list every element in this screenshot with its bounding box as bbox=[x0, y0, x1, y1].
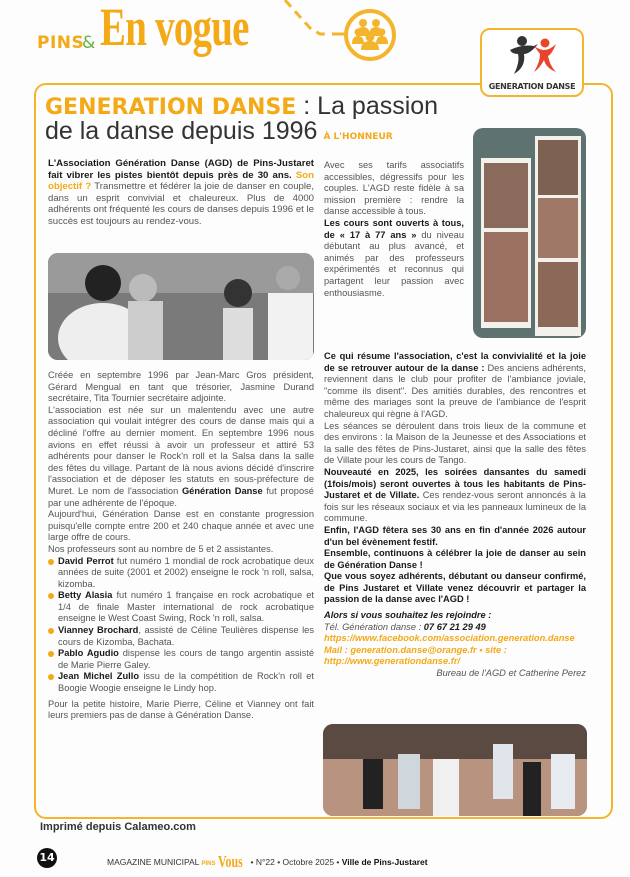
brand-ampersand: & bbox=[82, 33, 96, 53]
venues-paragraph: Les séances se déroulent dans trois lieux de la commune et des environs : la Maison de la Jeunesse et des Associations et la salle des fêtes de Pins-Justaret, ainsi que la salle des fêtes de Villate pour les cours de Tango. bbox=[324, 420, 586, 466]
left-column-body bbox=[48, 370, 314, 722]
teacher-text: fut numéro 1 française en rock acrobatique et 1/4 de finale Master international de rock acrobatique enseigne le West Coast Swing, Rock 'n roll, salsa. bbox=[58, 590, 314, 624]
teacher-name: Vianney Brochard bbox=[58, 625, 139, 636]
teacher-item bbox=[48, 590, 314, 625]
right-column-body bbox=[324, 351, 586, 680]
summary-bold: Ce qui résume l'association, c'est la convivialité et la joie de se retrouver autour de la danse : bbox=[324, 351, 586, 373]
teacher-text: fut numéro 1 mondial de rock acrobatique deux années de suite (2001 et 2002) enseigne le rock 'n roll, salsa, kizomba. bbox=[58, 555, 314, 589]
teacher-item bbox=[48, 625, 314, 648]
teacher-name: David Perrot bbox=[58, 555, 114, 566]
teacher-item bbox=[48, 648, 314, 671]
origin-paragraph bbox=[48, 405, 314, 509]
news-bold: Nouveauté en 2025, les soirées dansantes du samedi (1fois/mois) seront ouvertes à tous les habitants de Pins-Justaret et de Villate. bbox=[324, 466, 586, 501]
history-paragraph: Pour la petite histoire, Marie Pierre, Céline et Vianney ont fait leurs premiers pas de danse à Génération Danse. bbox=[48, 698, 314, 721]
phone-number: 07 67 21 29 49 bbox=[423, 621, 486, 632]
logo-text: GENERATION DANSE bbox=[488, 82, 576, 91]
contact-mail-site[interactable]: Mail : generation.danse@orange.fr • site : http://www.generationdanse.fr/ bbox=[324, 644, 507, 667]
news-text: Ces rendez-vous seront annoncés à la fois sur les réseaux sociaux et via les panneaux lumineux de la commune. bbox=[324, 490, 586, 524]
title-highlight: GENERATION DANSE bbox=[45, 95, 297, 120]
intro-text: Transmettre et fédérer la joie de danser en couple, dans un esprit convivial et chaleureux. Plus de 4000 adhérents ont fréquenté les cours de danses depuis 1996 et le succès est toujours au rendez-vous. bbox=[48, 181, 315, 227]
teacher-name: Jean Michel Zullo bbox=[58, 671, 139, 682]
teacher-name: Pablo Agudio bbox=[58, 648, 119, 659]
collage-photo bbox=[473, 128, 586, 338]
teacher-item bbox=[48, 671, 314, 694]
summary-paragraph bbox=[324, 351, 586, 421]
phone-label: Tél. Génération danse : bbox=[324, 621, 422, 632]
title-rest: : La passion bbox=[296, 92, 439, 120]
brand-pins: PINS bbox=[37, 33, 85, 53]
join-heading: Alors si vous souhaitez les rejoindre : bbox=[324, 610, 492, 621]
page-footer bbox=[107, 852, 428, 872]
teachers-list bbox=[48, 556, 314, 695]
facebook-link[interactable]: https://www.facebook.com/association.generation.danse bbox=[324, 633, 575, 644]
intro-highlight: Son objectif ? bbox=[48, 169, 314, 193]
teacher-name: Betty Alasia bbox=[58, 590, 113, 601]
invite-paragraph: Que vous soyez adhérents, débutant ou danseur confirmé, de Pins Justaret et Villate venez découvrir et partager la passion de la danse avec l'AGD ! bbox=[324, 571, 586, 605]
page-number: 14 bbox=[37, 848, 57, 868]
summary-text: Des anciens adhérents, reviennent dans le club pour profiter de l'ambiance joviale, "comme ils disent". Des amitiés durables, des rencontres et même des mariages sont la preuve de l'ambiance de l'esprit chaleureux qui règne à l'AGD. bbox=[324, 362, 586, 419]
founding-paragraph: Créée en septembre 1996 par Jean-Marc Gros président, Gérard Mengual en tant que trésorier, Jasmine Durand secrétaire, Tita Tournier secrétaire adjointe. bbox=[48, 370, 314, 404]
teacher-text: , assisté de Céline Teulières dispense les cours de Kizomba, Bachata. bbox=[58, 625, 314, 647]
group-people-icon bbox=[270, 0, 450, 80]
section-title: En vogue bbox=[100, 0, 249, 57]
generation-danse-logo bbox=[480, 28, 584, 97]
footer-magazine: MAGAZINE MUNICIPAL bbox=[107, 857, 200, 867]
group-dance-photo bbox=[323, 724, 587, 816]
footer-brand-vous: Vous bbox=[217, 852, 243, 871]
title-line2-text: de la danse depuis 1996 bbox=[45, 117, 318, 145]
together-paragraph: Ensemble, continuons à célébrer la joie de danser au sein de Génération Danse ! bbox=[324, 548, 586, 570]
vintage-dance-photo bbox=[48, 253, 314, 360]
teacher-item bbox=[48, 556, 314, 591]
teachers-intro: Nos professeurs sont au nombre de 5 et 2 assistantes. bbox=[48, 543, 274, 554]
origin-text: L'association est née sur un malentendu avec une autre association qui voulait intégrer des cours de danse mais qui a décliné l'offre au dernier moment. En septembre 1996 nous avions en effet réussi à avoir un professeur et attiré 53 adhérents pour danser le Rock'n roll et la Salsa dans la salle des fêtes du village. Partant de là nous avions décidé d'inscrire l'association et de déposer les statuts en sous-préfecture de Muret. Le nom de l'association bbox=[48, 404, 314, 496]
intro-bold: L'Association Génération Danse (AGD) de Pins-Justaret fait vibrer les pistes bientôt depuis près de 30 ans. bbox=[48, 158, 314, 181]
rates-paragraph: Avec ses tarifs associatifs accessibles, dégressifs pour les couples. L'AGD reste fidèle à sa mission première : rendre la danse accessible à tous. bbox=[324, 160, 464, 217]
middle-column bbox=[324, 160, 464, 299]
article-title-line2 bbox=[45, 117, 393, 146]
kicker-label: À L'HONNEUR bbox=[323, 132, 393, 142]
origin-bold: Génération Danse bbox=[181, 485, 263, 496]
today-paragraph: Aujourd'hui, Génération Danse est en constante progression puisqu'elle compte entre 200 et 240 chaque année et avec une large offre de cours. bbox=[48, 509, 314, 543]
courses-paragraph bbox=[324, 218, 464, 299]
intro-paragraph bbox=[48, 158, 314, 228]
teacher-text: issu de la compétition de Rock'n roll et Boogie Woogie enseigne le Lindy hop. bbox=[58, 671, 314, 694]
courses-text: du niveau débutant au plus avancé, et animés par des professeurs expérimentés et reconnus qui partagent leur passion avec enthousiasme. bbox=[324, 229, 464, 298]
footer-issue: • N°22 • Octobre 2025 • bbox=[250, 857, 342, 867]
footer-brand-pins: PINS bbox=[201, 861, 216, 867]
news-paragraph bbox=[324, 467, 586, 525]
footer-city: Ville de Pins-Justaret bbox=[341, 857, 428, 867]
calameo-watermark: Imprimé depuis Calameo.com bbox=[40, 821, 202, 833]
courses-bold: Les cours sont ouverts à tous, de « 17 à 77 ans » bbox=[324, 217, 464, 240]
dancers-logo-icon bbox=[482, 32, 582, 77]
signature: Bureau de l'AGD et Catherine Perez bbox=[436, 668, 586, 679]
origin-text-2: fut proposé par une adhérente de l'époque. bbox=[48, 485, 314, 508]
anniversary-paragraph: Enfin, l'AGD fêtera ses 30 ans en fin d'année 2026 autour d'un bel évènement festif. bbox=[324, 524, 586, 547]
teacher-text: dispense les cours de tango argentin assisté de Marie Pierre Galey. bbox=[58, 648, 314, 670]
